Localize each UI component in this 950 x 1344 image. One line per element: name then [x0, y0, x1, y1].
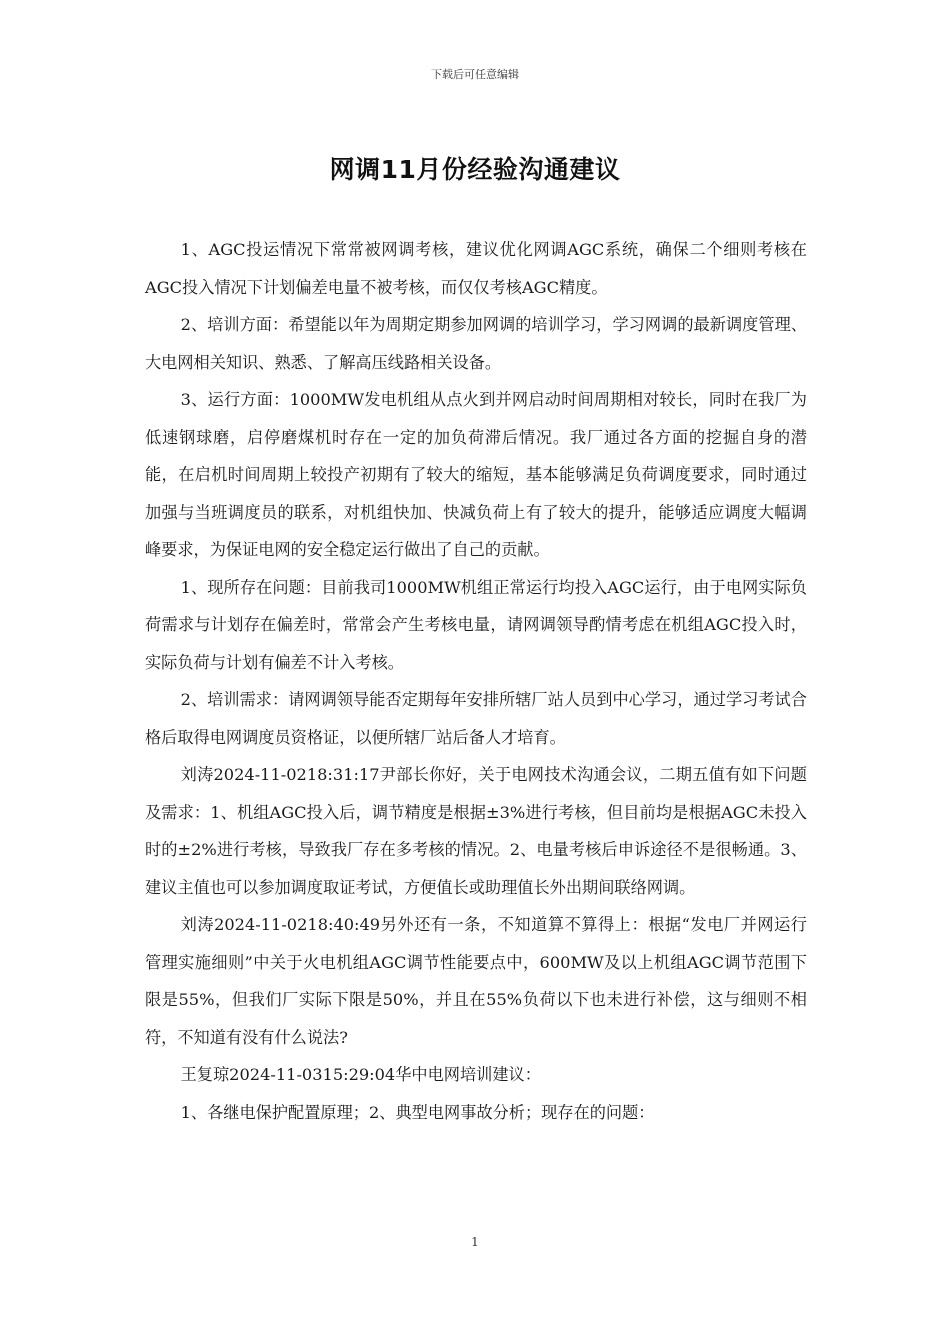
paragraph-3: 3、运行方面：1000MW发电机组从点火到并网启动时间周期相对较长，同时在我厂为低速钢球磨，启停磨煤机时存在一定的加负荷滞后情况。我厂通过各方面的挖掘自身的潜能，在启机时间周期上较投产初期有了较大的缩短，基本能够满足负荷调度要求，同时通过加强与当班调度员的联系，对机组快加、快减负荷上有了较大的提升，能够适应调度大幅调峰要求，为保证电网的安全稳定运行做出了自己的贡献。	[145, 390, 807, 559]
paragraph-9: 1、各继电保护配置原理；2、典型电网事故分析；现存在的问题：	[180, 1102, 655, 1122]
paragraph-1: 1、AGC投运情况下常常被网调考核，建议优化网调AGC系统，确保二个细则考核在AGC投入情况下计划偏差电量不被考核，而仅仅考核AGC精度。	[145, 240, 807, 297]
page-header-note: 下载后可任意编辑	[431, 68, 519, 81]
paragraph-5: 2、培训需求：请网调领导能否定期每年安排所辖厂站人员到中心学习，通过学习考试合格后取得电网调度员资格证，以便所辖厂站后备人才培育。	[145, 690, 807, 747]
document-body	[145, 231, 807, 1131]
document-title: 网调11月份经验沟通建议	[329, 155, 621, 184]
paragraph-8: 王复琼2024-11-0315:29:04华中电网培训建议：	[180, 1065, 541, 1084]
paragraph-2: 2、培训方面：希望能以年为周期定期参加网调的培训学习，学习网调的最新调度管理、大电网相关知识、熟悉、了解高压线路相关设备。	[145, 315, 807, 372]
paragraph-6: 刘涛2024-11-0218:31:17尹部长你好，关于电网技术沟通会议，二期五值有如下问题及需求：1、机组AGC投入后，调节精度是根据±3%进行考核，但目前均是根据AGC未投入时的±2%进行考核，导致我厂存在多考核的情况。2、电量考核后申诉途径不是很畅通。3、建议主值也可以参加调度取证考试，方便值长或助理值长外出期间联络网调。	[145, 765, 807, 897]
page-number: 1	[471, 1235, 479, 1249]
paragraph-4: 1、现所存在问题：目前我司1000MW机组正常运行均投入AGC运行，由于电网实际负荷需求与计划存在偏差时，常常会产生考核电量，请网调领导酌情考虑在机组AGC投入时，实际负荷与计划有偏差不计入考核。	[145, 577, 807, 672]
paragraph-7: 刘涛2024-11-0218:40:49另外还有一条，不知道算不算得上：根据“发电厂并网运行管理实施细则”中关于火电机组AGC调节性能要点中，600MW及以上机组AGC调节范围下限是55%，但我们厂实际下限是50%，并且在55%负荷以下也未进行补偿，这与细则不相符，不知道有没有什么说法?	[145, 915, 807, 1047]
